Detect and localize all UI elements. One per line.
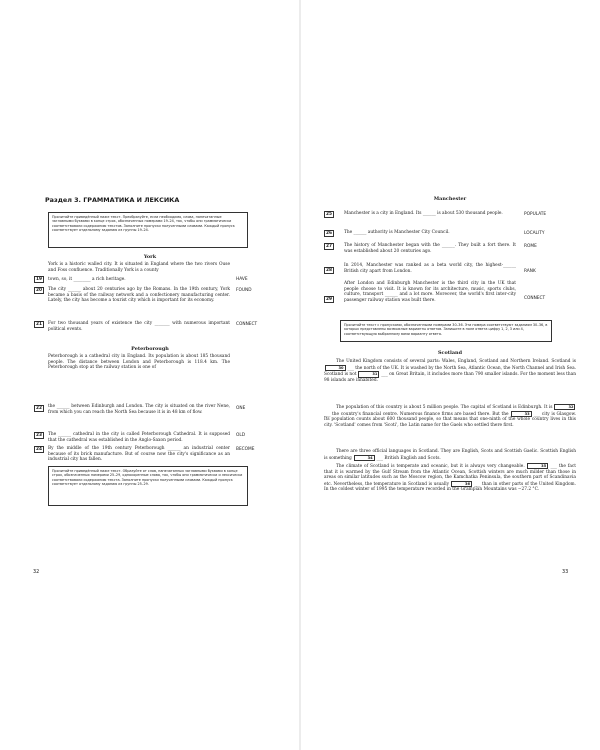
task-20-word: FOUND	[236, 288, 252, 293]
task-23-text: The ______ cathedral in the city is called Peterborough Cathedral. It is supposed that the cathedral was established in the Anglo-Saxon period.	[48, 432, 230, 443]
page-number-left: 32	[33, 569, 40, 575]
gap-34-box: 34	[354, 455, 375, 461]
scotland-p2-part-a: The population of this country is about 5 million people. The capital of Scotland is Edinburgh. It is	[336, 405, 553, 410]
gap-31-box: 31	[358, 371, 379, 377]
york-heading: York	[143, 254, 157, 260]
scotland-paragraph-1	[324, 359, 576, 383]
task-number-21: 21	[34, 321, 44, 328]
task-28-text: In 2014, Manchester was ranked as a beta world city, the highest-______ British city apart from London.	[344, 263, 516, 274]
task-29-word: CONNECT	[524, 296, 546, 301]
manchester-heading: Manchester	[433, 196, 467, 202]
scotland-p3-part-a: There are three official languages in Scotland. They are English, Scots and Scottish Gaelic. Scottish English is something	[324, 449, 576, 461]
task-24-word: BECOME	[236, 447, 255, 452]
task-29-text: After London and Edinburgh Manchester is the third city in the UK that people choose to visit. It is known for its architecture, music, sports clubs, culture, transport ______ and a lot more. Moreover, the world's first inter-city passenger railway station was built there.	[344, 281, 516, 303]
task-number-28: 28	[324, 267, 334, 274]
task-number-23: 23	[34, 432, 44, 439]
task-number-24: 24	[34, 446, 44, 453]
task-21-text: For two thousand years of existence the city _______ with numerous important political events.	[48, 321, 230, 332]
peterborough-heading: Peterborough	[131, 346, 169, 352]
gap-33-box: 33	[511, 411, 532, 417]
task-25-text: Manchester is a city in England. Its ______ is about 530 thousand people.	[344, 211, 503, 216]
instruction-box-25-29: Прочитайте приведённый ниже текст. Образуйте от слов, напечатанных заглавными буквами в конце строк, обозначенных номерами 25–29, однокоренные слова, так, чтобы они грамматически и лексически соответствовали содержанию текста. Заполните пропуски полученными словами. Каждый пропуск соответствует отдельному заданию из группы 25–29.	[48, 466, 248, 506]
scotland-p4-part-b: ___ the fact that it is warmed by the Gulf Stream from the Atlantic Ocean, Scottish winters are much milder than those in areas on similar latitudes such as the Moscow region, the Kamchatka Peninsula, the southern part of Scandinavia etc. Nevertheless, the temperature in Scotland is usually	[324, 464, 577, 487]
task-25-word: POPULATE	[524, 212, 547, 217]
scotland-p1-part-c: ___ on Great Britain, it includes more than 790 smaller islands. For the moment less than 98 islands are inhabited.	[324, 372, 576, 383]
scotland-p2-part-c: ___ city is Glasgow. Its population counts about 600 thousand people, so that means that one-ninth of the whole country lives in this city. 'Scotland' comes from 'Scoti', the Latin name for the Gaels who settled there first.	[324, 411, 576, 428]
task-22-text: the ______ between Edinburgh and London. The city is situated on the river Nene, from which you can reach the North Sea because it is in 48 km of flow.	[48, 404, 230, 415]
scotland-p2-part-b: ___ the country's financial centre. Numerous finance firms are based there. But the	[324, 411, 509, 417]
section-title: Раздел 3. ГРАММАТИКА И ЛЕКСИКА	[45, 196, 180, 204]
page-number-right: 33	[562, 569, 569, 575]
scotland-p4-part-a: The climate of Scotland is temperate and oceanic, but it is always very changeable.	[336, 464, 525, 469]
task-28-word: RANK	[524, 269, 536, 274]
task-21-word: CONNECT	[236, 322, 258, 327]
task-number-22: 22	[34, 405, 44, 412]
task-23-word: OLD	[236, 433, 246, 438]
task-number-27: 27	[324, 243, 334, 250]
page-right	[300, 0, 600, 750]
task-number-19: 19	[34, 276, 44, 283]
gap-32-box: 32	[554, 404, 575, 410]
scotland-paragraph-4	[324, 463, 576, 493]
task-20-text: The city ______ about 20 centuries ago by the Romans. In the 19th century, York became a basis of the railway network and a confectionery manufacturing center. Lately, the city has become a tourist city which is important for its economy.	[48, 287, 230, 304]
scotland-p1-part-b: ___ the north of the UK. It is washed by the North Sea, Atlantic Ocean, the North Channel and Irish Sea. Scotland is not	[324, 365, 576, 378]
task-27-text: The history of Manchester began with the ______. They built a fort there. It was established about 20 centuries ago.	[344, 243, 516, 254]
task-26-word: LOCALITY	[524, 231, 545, 236]
scotland-p4-part-c: ___ than in other parts of the United Kingdom. In the coldest winter of 1995 the temperature recorded in the Grampian Mountains was −27.2 °C.	[324, 481, 576, 493]
task-27-word: ROME	[524, 244, 537, 249]
york-intro: York is a historic walled city. It is situated in England where the two rivers Ouse and Foss confluence. Traditionally York is a county	[48, 262, 230, 273]
task-24-text-final: By the middle of the 19th century Peterborough ______ an industrial center because of its brick manufacture. But of course now the city's significance as an industrial city has fallen.	[48, 446, 230, 463]
instruction-box-30-36: Прочитайте текст с пропусками, обозначенными номерами 30–36. Эти номера соответствуют заданиям 30–36, в которых представлены возможные варианты ответов. Запишите в поле ответа цифру 1, 2, 3 или 4, соответствующую выбранному вами варианту ответа.	[340, 320, 552, 342]
task-number-25: 25	[324, 211, 334, 218]
peterborough-intro: Peterborough is a cathedral city in England. Its population is about 185 thousand people. The distance between London and Peterborough is 118.4 km. The Peterborough stop at the railway station is one of	[48, 354, 230, 371]
task-26-text: The ______ authority is Manchester City Council.	[344, 230, 450, 235]
gap-36-box: 36	[451, 481, 472, 487]
scotland-p3-part-b: ___ British English and Scots.	[376, 455, 441, 461]
scotland-heading: Scotland	[437, 350, 463, 356]
scotland-p1-part-a: The United Kingdom consists of several parts: Wales, England, Scotland and Northern Ireland. Scotland is	[336, 359, 576, 364]
task-number-26: 26	[324, 230, 334, 237]
task-22-word: ONE	[236, 406, 246, 411]
scotland-paragraph-3	[324, 449, 576, 461]
gap-30-box: 30	[325, 365, 346, 371]
instruction-box-19-24: Прочитайте приведённый ниже текст. Преобразуйте, если необходимо, слова, напечатанные заглавными буквами в конце строк, обозначенных номерами 19–24, так, чтобы они грамматически соответствовали содержанию текстов. Заполните пропуски полученными словами. Каждый пропуск соответствует отдельному заданию из группы 19–24.	[48, 212, 248, 248]
task-number-29: 29	[324, 296, 334, 303]
gap-35-box: 35	[527, 463, 548, 469]
task-number-20: 20	[34, 287, 44, 294]
scotland-paragraph-2	[324, 404, 576, 428]
task-19-word: HAVE	[236, 277, 248, 282]
task-19-text: town, so, it ________ a rich heritage.	[48, 277, 126, 282]
